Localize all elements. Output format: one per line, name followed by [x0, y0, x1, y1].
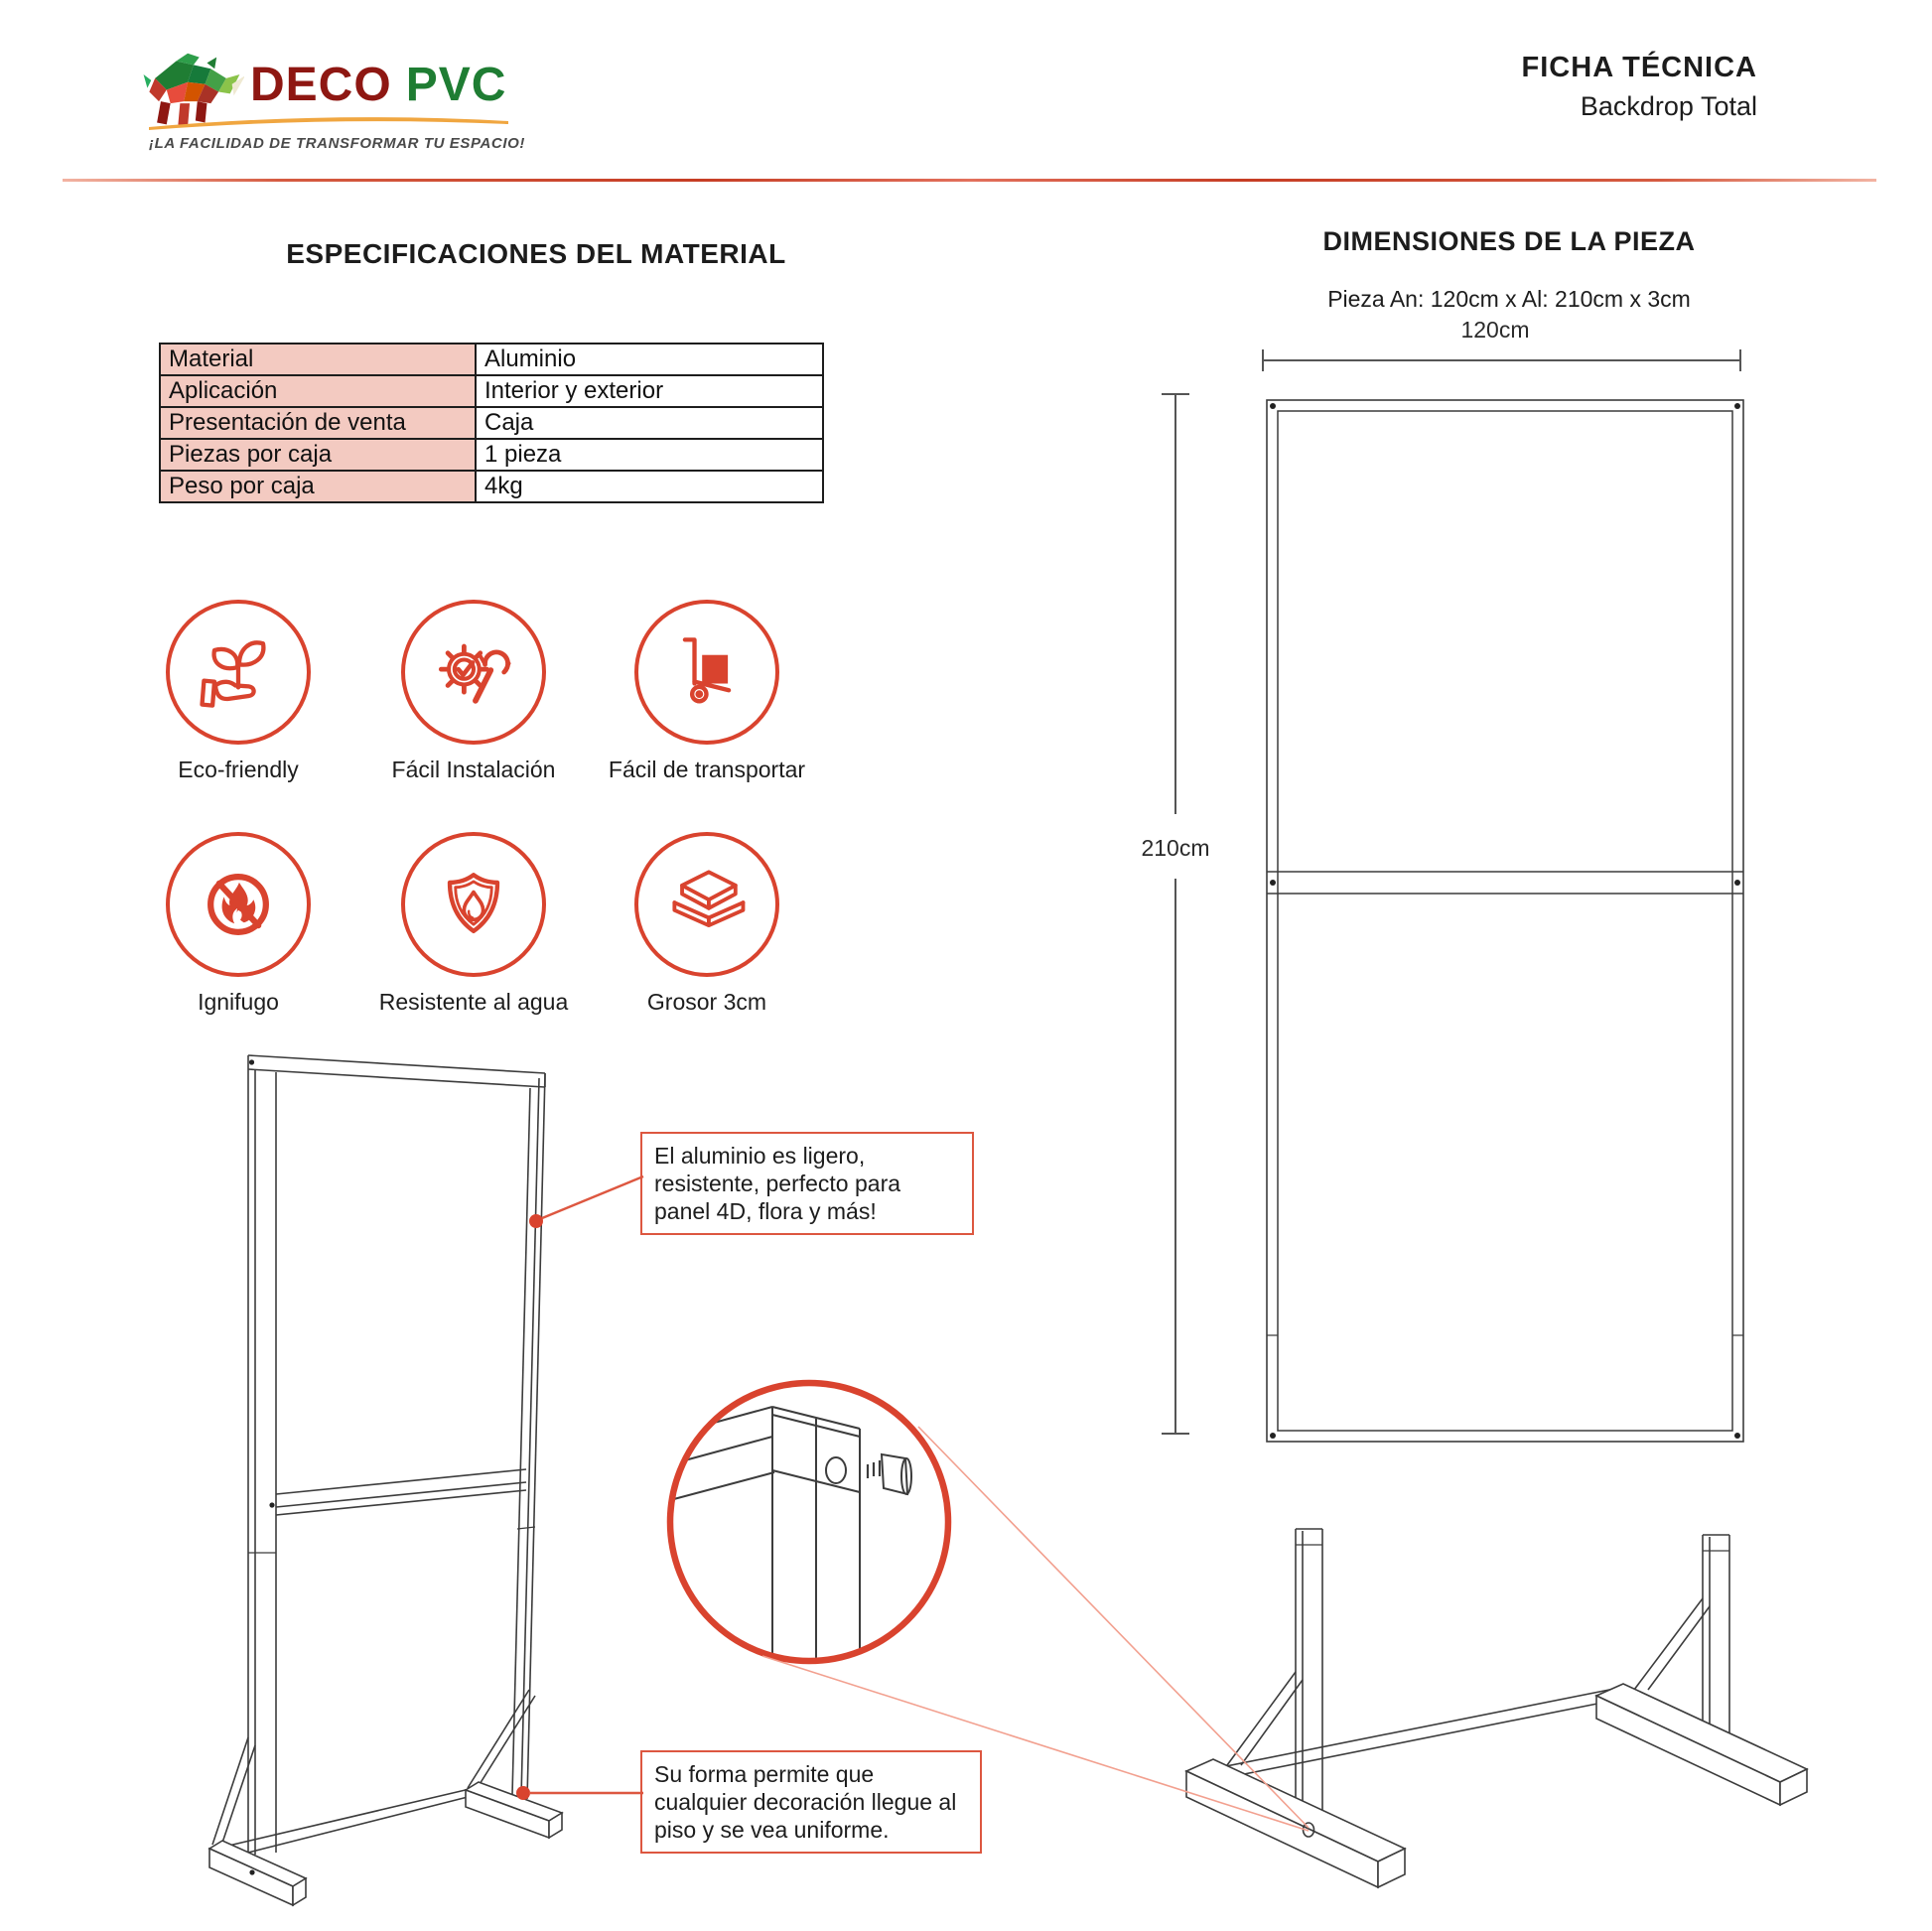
dimensions-title: DIMENSIONES DE LA PIEZA — [1322, 226, 1696, 256]
eco-friendly-icon — [166, 600, 311, 745]
corner-detail-view — [645, 1375, 973, 1703]
feature-easy-transport — [588, 600, 826, 783]
spec-value: 1 pieza — [476, 439, 823, 471]
table-row — [160, 471, 823, 502]
feature-label: Eco-friendly — [178, 757, 299, 782]
water-resistant-icon — [401, 832, 546, 977]
callout-material-note: El aluminio es ligero, resistente, perfecto para panel 4D, flora y más! — [640, 1132, 974, 1235]
spec-label: Aplicación — [160, 375, 476, 407]
spec-label: Peso por caja — [160, 471, 476, 502]
table-row — [160, 344, 823, 375]
feature-easy-install — [354, 600, 593, 783]
feature-label: Fácil de transportar — [608, 757, 806, 782]
spec-value: Interior y exterior — [476, 375, 823, 407]
spec-value: Caja — [476, 407, 823, 439]
callout-base-note: Su forma permite que cualquier decoración llegue al piso y se vea uniforme. — [640, 1750, 982, 1854]
width-dimension-label: 120cm — [1460, 317, 1530, 343]
feature-water-resistant — [354, 832, 593, 1016]
feature-label: Grosor 3cm — [646, 989, 767, 1015]
brand-wordmark — [250, 58, 506, 112]
table-row — [160, 439, 823, 471]
feature-label: Ignifugo — [198, 989, 279, 1015]
table-row — [160, 375, 823, 407]
spec-label: Piezas por caja — [160, 439, 476, 471]
header-divider — [63, 179, 1876, 182]
specs-table — [159, 343, 824, 503]
fire-resistant-icon — [166, 832, 311, 977]
feature-label: Fácil Instalación — [391, 757, 556, 782]
brand-name-deco: DECO — [250, 59, 392, 111]
feature-thickness — [588, 832, 826, 1016]
feature-label: Resistente al agua — [378, 989, 569, 1015]
specs-title: ESPECIFICACIONES DEL MATERIAL — [286, 238, 786, 269]
easy-transport-icon — [634, 600, 779, 745]
thickness-icon — [634, 832, 779, 977]
height-dimension-label: 210cm — [1141, 835, 1210, 861]
product-name: Backdrop Total — [1580, 91, 1757, 121]
spec-label: Presentación de venta — [160, 407, 476, 439]
front-view-drawing — [1112, 298, 1807, 1459]
spec-label: Material — [160, 344, 476, 375]
feature-eco-friendly — [119, 600, 357, 783]
feature-fire-resistant — [119, 832, 357, 1016]
spec-value: Aluminio — [476, 344, 823, 375]
perspective-frame-drawing — [189, 1042, 655, 1931]
doc-type-title: FICHA TÉCNICA — [1521, 52, 1757, 83]
table-row — [160, 407, 823, 439]
dimensions-subtitle: Pieza An: 120cm x Al: 210cm x 3cm — [1327, 286, 1691, 312]
brand-tagline: ¡LA FACILIDAD DE TRANSFORMAR TU ESPACIO! — [149, 135, 525, 152]
brand-name-pvc: PVC — [405, 59, 507, 111]
spec-value: 4kg — [476, 471, 823, 502]
logo-swoosh — [145, 115, 512, 131]
easy-install-icon — [401, 600, 546, 745]
stand-base-drawing — [1112, 1521, 1866, 1908]
